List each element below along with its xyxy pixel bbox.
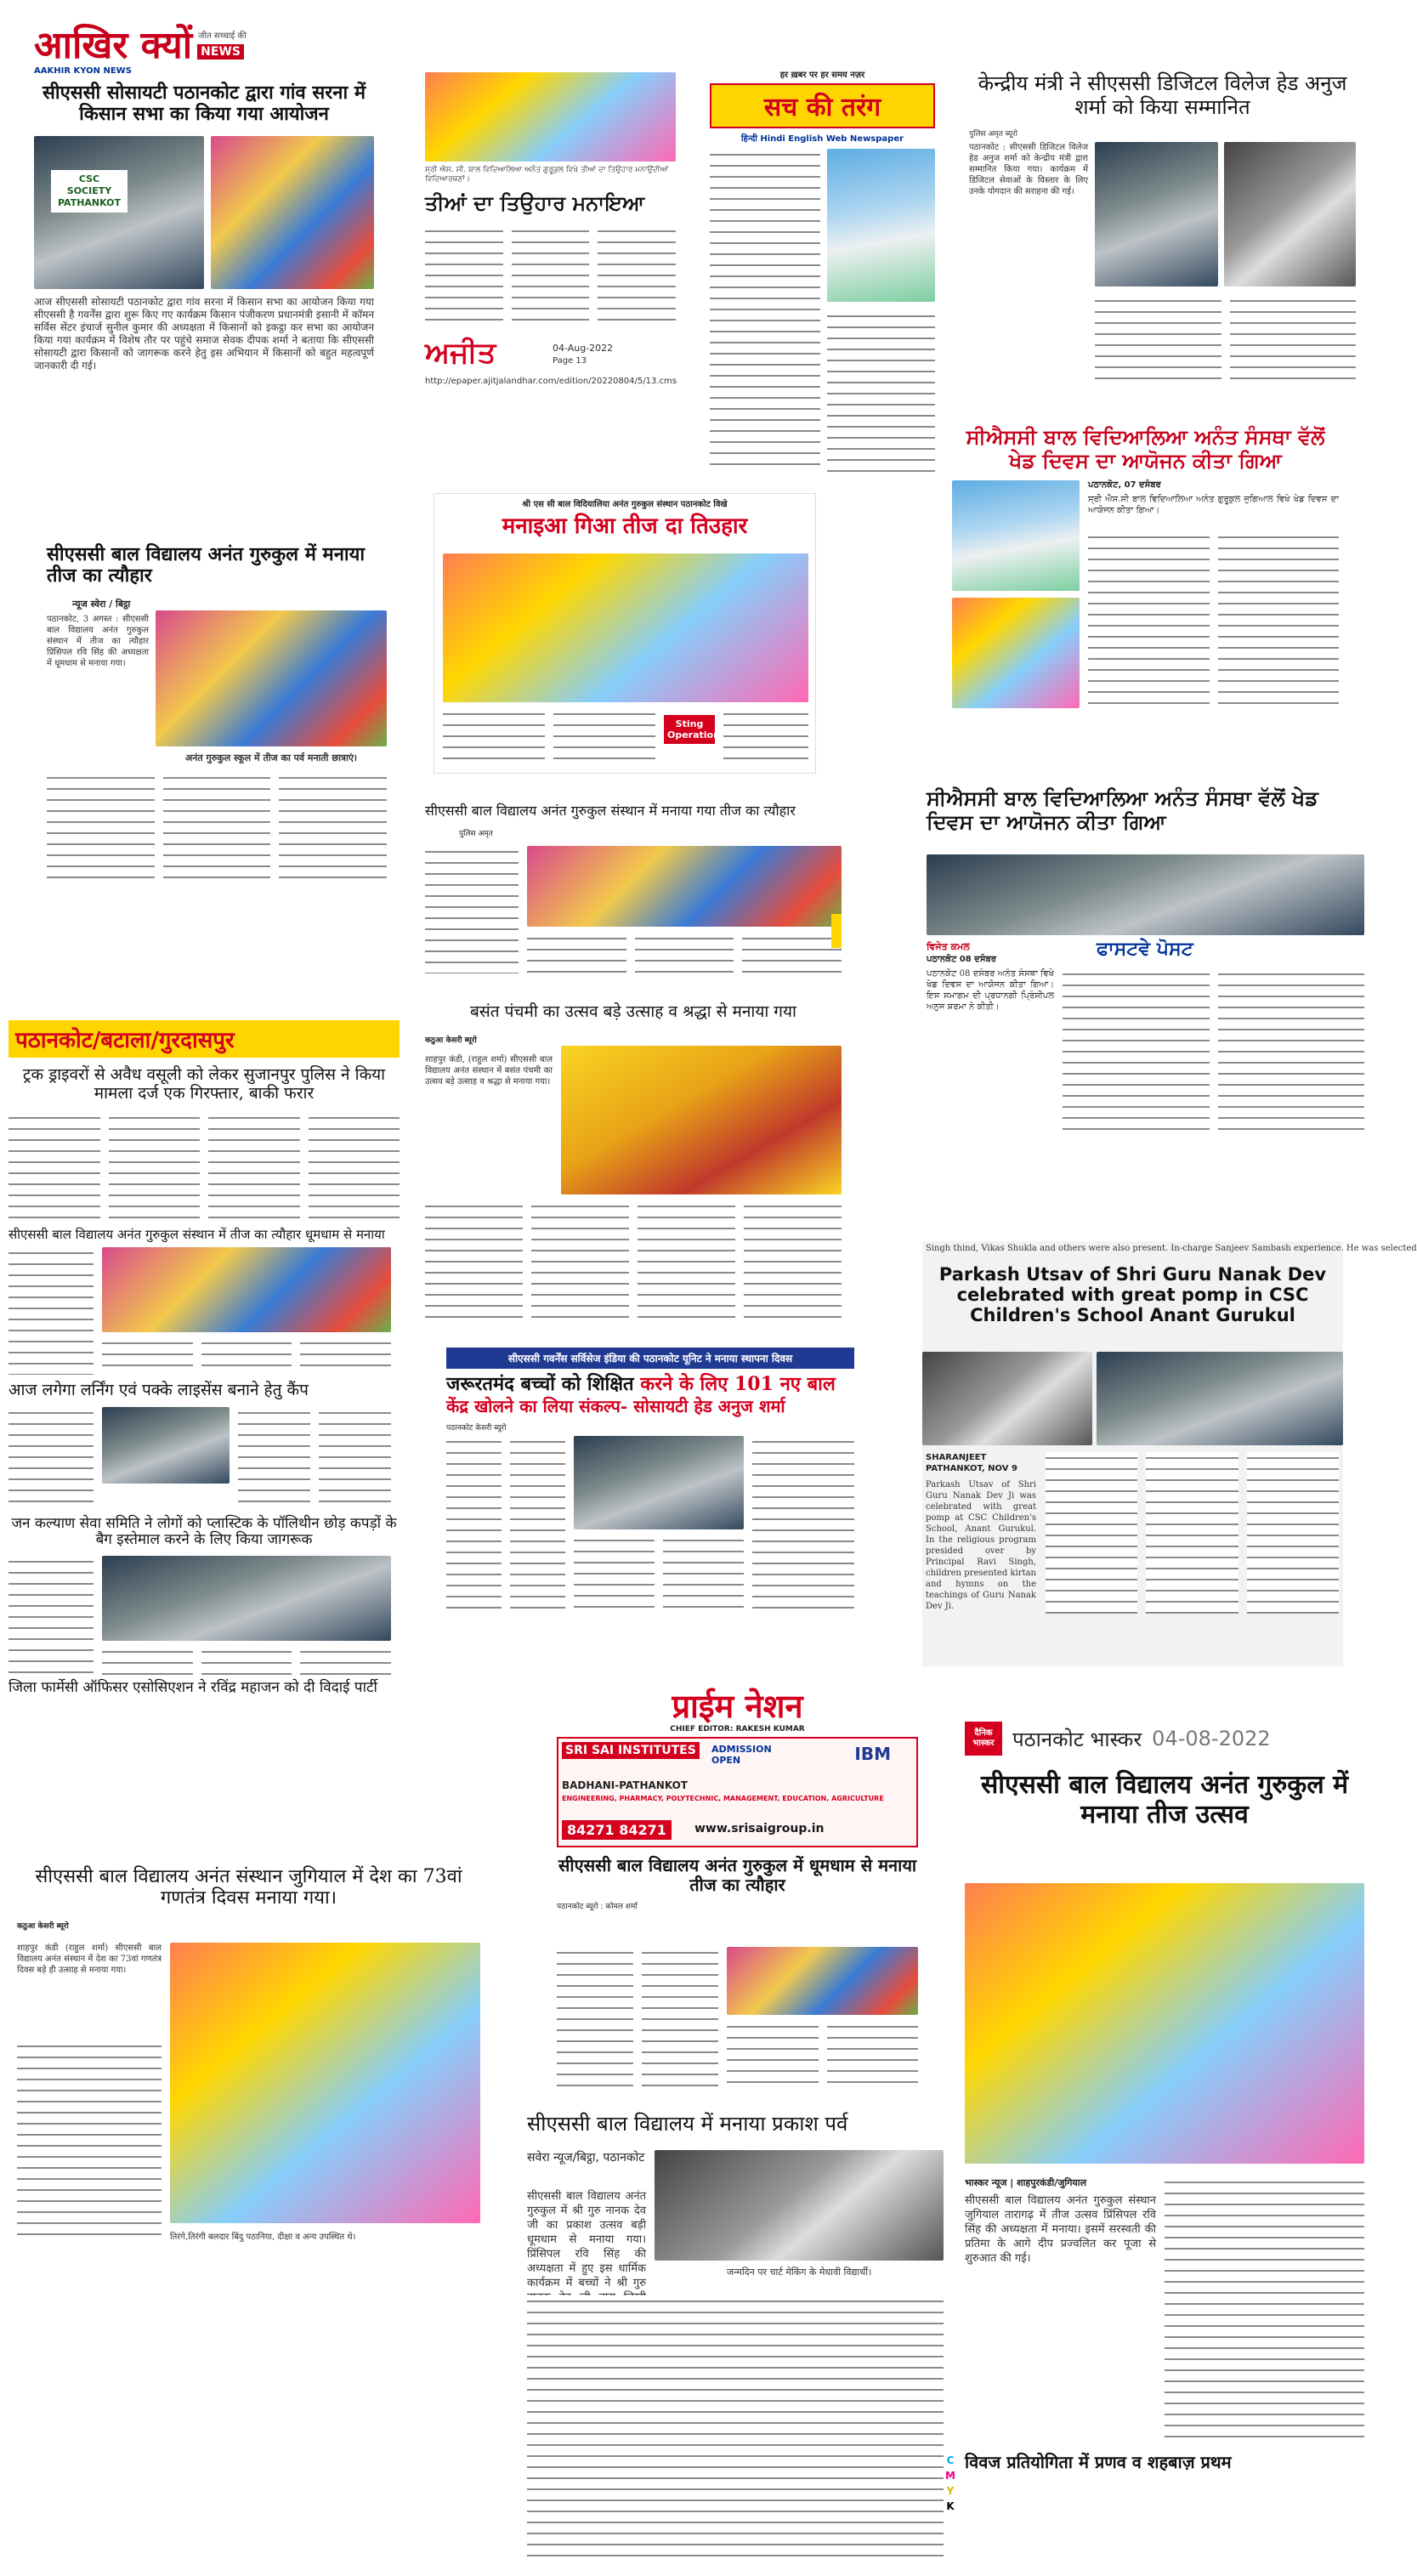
byline: पठानकोट ब्यूरो : कोमल शर्मा (557, 1903, 638, 1911)
headline: मनाइआ गिआ तीज दा तिउहार (502, 513, 748, 539)
body: ਸ੍ਰੀ ਐਸ.ਸੀ ਬਾਲ ਵਿਦਿਆਲਿਆ ਅਨੰਤ ਗੁਰੂਕੁਲ ਜੁਗਿਆਲ ਵਿਖੇ ਖੇਡ ਦਿਵਸ ਦਾ ਆਯੋਜਨ ਕੀਤਾ ਗਿਆ। (1088, 495, 1339, 516)
masthead (710, 83, 935, 128)
headline: सीएससी बाल विद्यालय अनंत गुरुकुल में मनाया तीज उत्सव (980, 1770, 1349, 1830)
photo-teej (527, 846, 842, 927)
body-columns (425, 846, 519, 973)
body-columns (1088, 531, 1339, 706)
byline: ਵਿਜੇਤ ਕਮਲ (927, 941, 970, 952)
photo-kids (952, 598, 1080, 708)
headline-c: केंद्र खोलने का लिया संकल्प- सोसायटी हेड अनुज शर्मा (446, 1396, 785, 1417)
clip-prakash-parv (527, 2113, 956, 2567)
header (965, 1722, 1364, 1756)
url: http://epaper.ajitjalandhar.com/edition/20220804/5/13.cms (425, 377, 677, 386)
headline: Parkash Utsav of Shri Guru Nanak Dev celebrated with great pomp in CSC Children's School Anant Gurukul (938, 1264, 1327, 1326)
photo-van (34, 136, 204, 289)
kicker: सीएससी गवर्नेंस सर्विसेज इंडिया की पठानकोट यूनिट ने मनाया स्थापना दिवस (446, 1348, 854, 1369)
body-columns-2 (723, 708, 808, 768)
body-columns-2 (827, 310, 935, 472)
body-columns (17, 2040, 162, 2244)
body-columns (1095, 295, 1356, 389)
masthead-title: सच की तरंग (763, 93, 881, 122)
photo-teej (102, 1247, 391, 1332)
clip-pathankot-page (9, 1020, 400, 1811)
cmyk-c: C (946, 2454, 955, 2466)
headline: सीएससी बाल विद्यालय अनंत गुरुकुल में धूमधाम से मनाया तीज का त्यौहार (558, 1855, 917, 1895)
photo-ceremony (1224, 142, 1356, 287)
caption: ਸ੍ਰੀ ਐਸ. ਸੀ. ਬਾਲ ਵਿਦਿਆਲਿਆ ਅਨੰਤ ਗੁਰੂਕੁਲ ਵਿਖੇ ਤੀਆਂ ਦਾ ਤਿਉਹਾਰ ਮਨਾਉਂਦੀਆਂ ਵਿਦਿਆਰਥਣਾਂ। (425, 166, 669, 184)
body-columns (710, 149, 820, 472)
body-columns (527, 2295, 944, 2559)
body-columns (425, 1200, 842, 1319)
clip-aakhir-kyon (34, 26, 374, 553)
tagline: हर ख़बर पर हर समय नज़र (779, 71, 865, 80)
clip-teej-sawera (47, 544, 387, 901)
paper-logo: ਫਾਸਟਵੇ ਪੋਸਟ (1097, 938, 1193, 960)
body-columns (1046, 1452, 1339, 1614)
body-columns-7 (102, 1646, 391, 1675)
photo-crowd (211, 136, 374, 289)
clip-kendriya-mantri (969, 72, 1356, 408)
body-columns (47, 772, 387, 882)
photo-formation (952, 480, 1080, 591)
photo-basant (561, 1046, 842, 1194)
dateline: ਪਠਾਨਕੋਟ, 07 ਦਸੰਬਰ (1088, 480, 1161, 491)
headline-b: करने के लिए 101 नए बाल (640, 1373, 836, 1395)
photo-gathering (574, 1436, 744, 1529)
headline: बसंत पंचमी का उत्सव बड़े उत्साह व श्रद्धा से मनाया गया (470, 1002, 796, 1021)
photo-teej (727, 1947, 918, 2015)
body: शाहपुर कंडी (राहुल शर्मा) सीएससी बाल विद्यालय अनंत संस्थान में देश का 73वां गणतंत्र दिवस बड़े ही उत्साह से मनाया गया। (17, 1943, 162, 1975)
banner: CSC SOCIETY PATHANKOT (51, 170, 128, 213)
headline-a: जरूरतमंद बच्चों को शिक्षित (446, 1373, 634, 1395)
photo-teej (965, 1883, 1364, 2164)
badge: Sting Operation (664, 715, 715, 744)
headline: ਸੀਐਸਸੀ ਬਾਲ ਵਿਦਿਆਲਿਆ ਅਨੰਤ ਸੰਸਥਾ ਵੱਲੋਂ ਖੇਡ ਦਿਵਸ ਦਾ ਆਯੋਜਨ ਕੀਤਾ ਗਿਆ (927, 786, 1318, 834)
yellow-strip (831, 914, 842, 948)
clip-dainik-bhaskar (965, 1722, 1364, 2499)
byline: कठुआ केसरी ब्यूरो (17, 1921, 69, 1931)
body-columns-2 (574, 1535, 744, 1614)
editor: CHIEF EDITOR: RAKESH KUMAR (670, 1725, 805, 1733)
caption: तिरंगे,तिरंगी बलदार बिंदु पठानिया, दीक्षा व अन्य उपस्थित थे। (170, 2233, 356, 2242)
headline-4: जन कल्याण सेवा समिति ने लोगों को प्लास्टिक के पॉलिथीन छोड़ कपड़ों के बैग इस्तेमाल करने के लिए किया जागरूक (11, 1514, 397, 1549)
dateline: ਪਠਾਨਕੋਟ 08 ਦਸੰਬਰ (927, 955, 996, 964)
clip-khed-diwas (952, 425, 1339, 735)
body-columns-2 (727, 2021, 918, 2089)
photo-republic-day (170, 1943, 480, 2223)
byline: सवेरा न्यूज/बिट्ठा, पठानकोट (527, 2151, 645, 2165)
body-columns (446, 1436, 565, 1614)
body: शाहपुर कंडी, (राहुल शर्मा) सीएससी बाल विद्यालय अनंत संस्थान में बसंत पंचमी का उत्सव बड़े उत्साह व श्रद्धा से मनाया गया। (425, 1055, 553, 1087)
top-text: Singh thind, Vikas Shukla and others were also present. In-charge Sanjeev Sambash experience. He was selected (926, 1244, 1417, 1253)
body: पठानकोट : सीएससी डिजिटल विलेज हेड अनुज शर्मा को केन्द्रीय मंत्री द्वारा सम्मानित किया गया। कार्यक्रम में डिजिटल सेवाओं के विस्तार के लिए उनके योगदान की सराहना की गई। (969, 143, 1088, 197)
byline: SHARANJEET PATHANKOT, NOV 9 (926, 1453, 1017, 1473)
logo: दैनिक भास्कर (965, 1722, 1002, 1756)
ad (557, 1737, 918, 1847)
body-columns (557, 1947, 718, 2091)
photo-teej (443, 553, 808, 702)
body: आज सीएससी सोसायटी पठानकोट द्वारा गांव सरना में किसान सभा का आयोजन किया गया सीएससी है गवर्नेंस द्वारा शुरू किए गए कार्यक्रम किसान पंजीकरण प्रधानमंत्री इसानी में कॉमन सर्विस सेंटर इंचार्ज सुनील कुमार की अध्यक्षता में किसानों को इकट्ठा कर सभा का आयोजन किया गया कार्यक्रम में विशेष तौर पर पहुंचे समाज सेवक दीपक शर्मा ने बताया कि सीएससी सोसायटी द्वारा किसानों को जागरूक करने हेतु इस अभियान में किसानों को बहुत महत्वपूर्ण जानकारी दी गई। (34, 295, 374, 372)
caption: जन्मदिन पर चार्ट मेकिंग के मेधावी विद्यार्थी। (726, 2267, 872, 2278)
body-columns (425, 225, 676, 327)
clip-sting-operation (434, 493, 816, 774)
headline: सीएससी बाल विद्यालय में मनाया प्रकाश पर्व (527, 2112, 848, 2136)
clip-bal-kendra (446, 1348, 854, 1632)
headline: सीएससी बाल विद्यालय अनंत गुरुकुल संस्थान में मनाया गया तीज का त्यौहार (425, 803, 796, 819)
body-columns (1063, 968, 1364, 1138)
byline: न्यूज स्वेरा / बिट्ठा (72, 598, 131, 610)
photo-teej (425, 72, 676, 162)
section-header: पठानकोट/बटाला/गुरदासपुर (9, 1020, 400, 1058)
headline: सीएससी बाल विद्यालय अनंत संस्थान जुगियाल में देश का 73वां गणतंत्र दिवस मनाया गया। (35, 1866, 462, 1909)
body-columns-3 (102, 1337, 391, 1375)
kicker: श्री एस सी बाल विदियालिया अनंत गुरुकुल संस्थान पठानकोट विखे (522, 500, 728, 509)
headline: केन्द्रीय मंत्री ने सीएससी डिजिटल विलेज हेड अनुज शर्मा को किया सम्मानित (978, 71, 1347, 119)
body-columns-6 (9, 1556, 94, 1675)
photo-awareness (102, 1556, 391, 1641)
headline: ਤੀਆਂ ਦਾ ਤਿਉਹਾਰ ਮਨਾਇਆ (425, 190, 645, 215)
photo-kirtan (1097, 1352, 1343, 1445)
body-columns-3 (752, 1436, 854, 1614)
masthead-tag: NEWS (197, 44, 244, 60)
body-columns-1 (9, 1112, 400, 1223)
ad-partner: IBM (854, 1744, 891, 1764)
cmyk-y: Y (946, 2485, 955, 2497)
body-columns-4 (9, 1407, 94, 1509)
byline: कठुआ केसरी ब्यूरो (425, 1036, 477, 1045)
sub-headline: विवज प्रतियोगिता में प्रणव व शहबाज़ प्रथम (965, 2452, 1232, 2472)
headline-1: ट्रक ड्राइवरों से अवैध वसूली को लेकर सुजानपुर पुलिस ने किया मामला दर्ज एक गिरफ्तार, बाकी फरार (22, 1065, 386, 1103)
headline: सीएससी सोसायटी पठानकोट द्वारा गांव सरना में किसान सभा का किया गया आयोजन (43, 82, 366, 126)
body: सीएससी बाल विद्यालय अनंत गुरुकुल संस्थान जुगियाल तारागढ़ में तीज उत्सव प्रिंसिपल रवि सिंह की अध्यक्षता में मनाया। इसमें सरस्वती की प्रतिमा के आगे दीप प्रज्वलित कर पूजा से शुरुआत की गई। (965, 2194, 1156, 2265)
date: 04-08-2022 (1152, 1727, 1271, 1750)
photo-sports-day (827, 149, 935, 302)
byline: भास्कर न्यूज | शाहपुरकंडी/जुगियाल (965, 2177, 1087, 2188)
body: Parkash Utsav of Shri Guru Nanak Dev Ji was celebrated with great pomp at CSC Children's School, Anant Gurukul. In the religious program presided over by Principal Ravi Singh, children presented kirtan and hymns on the teachings of Guru Nanak Dev Ji. (926, 1480, 1036, 1611)
photo-award (1095, 142, 1218, 287)
photo-teej (156, 610, 387, 746)
ad-place: BADHANI-PATHANKOT (562, 1779, 688, 1791)
cmyk-k: K (946, 2500, 955, 2512)
body-columns-2 (527, 933, 842, 973)
clip-parkash-utsav-en (922, 1241, 1417, 1666)
clip-gantantra-diwas (17, 1866, 480, 2257)
date: 04-Aug-2022 (553, 343, 614, 354)
clip-basant-panchami (425, 1003, 842, 1326)
ad-courses: ENGINEERING, PHARMACY, POLYTECHNIC, MANAGEMENT, EDUCATION, AGRICULTURE (562, 1795, 884, 1802)
clip-teej-sansthan (425, 803, 842, 982)
headline-3: आज लगेगा लर्निंग एवं पक्के लाइसेंस बनाने हेतु कैंप (9, 1380, 309, 1399)
body: पठानकोट, 3 अगस्त : सीएससी बाल विद्यालय अनंत गुरुकुल संस्थान में तीज का त्यौहार प्रिंसिपल रवि सिंह की अध्यक्षता में धूमधाम से मनाया गया। (47, 614, 149, 668)
headline (446, 1374, 854, 1416)
body-columns-5 (238, 1407, 391, 1509)
masthead-sub: हिन्दी Hindi English Web Newspaper (740, 134, 904, 144)
body: ਪਠਾਨਕੋਟ 08 ਦਸੰਬਰ ਅਨੰਤ ਸੰਸਥਾ ਵਿਖੇ ਖੇਡ ਦਿਵਸ ਦਾ ਆਯੋਜਨ ਕੀਤਾ ਗਿਆ। ਇਸ ਸਮਾਗਮ ਦੀ ਪ੍ਰਧਾਨਗੀ ਪ੍ਰਿੰਸੀਪਲ ਅਨੁਜ ਸ਼ਰਮਾ ਨੇ ਕੀਤੀ। (927, 969, 1054, 1012)
byline: पठानकोट केसरी ब्यूरो (446, 1424, 507, 1433)
body-columns-2 (9, 1247, 94, 1375)
paper-logo: ਅਜੀਤ (425, 336, 496, 370)
byline: पुलिस अमृत ब्यूरो (969, 130, 1017, 139)
ad-web: www.srisaigroup.in (694, 1822, 825, 1836)
caption: अनंत गुरुकुल स्कूल में तीज का पर्व मनाती छात्राएं। (184, 752, 358, 763)
clip-prime-nation (557, 1688, 918, 2096)
cmyk-m: M (945, 2470, 955, 2482)
byline: पुलिस अमृत (459, 830, 493, 839)
headline-2: सीएससी बाल विद्यालय अनंत गुरुकुल संस्थान में तीज का त्यौहार धूमधाम से मनाया (9, 1226, 385, 1242)
ad-admission: ADMISSION OPEN (711, 1744, 772, 1766)
photo-sports-day (927, 854, 1364, 935)
headline: ਸੀਐਸਸੀ ਬਾਲ ਵਿਦਿਆਲਿਆ ਅਨੰਤ ਸੰਸਥਾ ਵੱਲੋਂ ਖੇਡ ਦਿਵਸ ਦਾ ਆਯੋਜਨ ਕੀਤਾ ਗਿਆ (966, 424, 1325, 473)
clip-fastway-post (927, 786, 1364, 1169)
clip-ajit (425, 72, 676, 395)
body-columns (1165, 2176, 1364, 2440)
cmyk-strip (944, 2453, 956, 2514)
paper-name: पठानकोट भास्कर (1012, 1727, 1142, 1751)
body: सीएससी बाल विद्यालय अनंत गुरुकुल में श्री गुरु नानक देव जी का प्रकाश उत्सव बड़ी धूमधाम से मनाया गया। प्रिंसिपल रवि सिंह की अध्यक्षता में हुए इस धार्मिक कार्यक्रम में बच्चों ने श्री गुरु (527, 2190, 646, 2289)
ad-phone: 84271 84271 (562, 1820, 672, 1840)
photo-prakash-parv (655, 2150, 944, 2261)
photo-children (922, 1352, 1092, 1445)
page: Page 13 (553, 356, 587, 366)
masthead-sub: AAKHIR KYON NEWS (34, 66, 132, 76)
masthead (34, 26, 374, 66)
body-columns (443, 708, 655, 768)
headline: सीएससी बाल विद्यालय अनंत गुरुकुल में मनाया तीज का त्यौहार (47, 543, 366, 587)
masthead-slogan: जीत सच्चाई की (197, 31, 247, 41)
masthead-title: आखिर क्यों (34, 24, 193, 67)
masthead: प्राईम नेशन (672, 1687, 803, 1725)
clip-sach-ki-tarang (710, 68, 935, 468)
headline-5: जिला फार्मेसी ऑफिसर एसोसिएशन ने रविंद्र महाजन को दी विदाई पार्टी (9, 1678, 377, 1696)
photo-camp (102, 1407, 230, 1484)
ad-name: SRI SAI INSTITUTES (562, 1742, 700, 1759)
